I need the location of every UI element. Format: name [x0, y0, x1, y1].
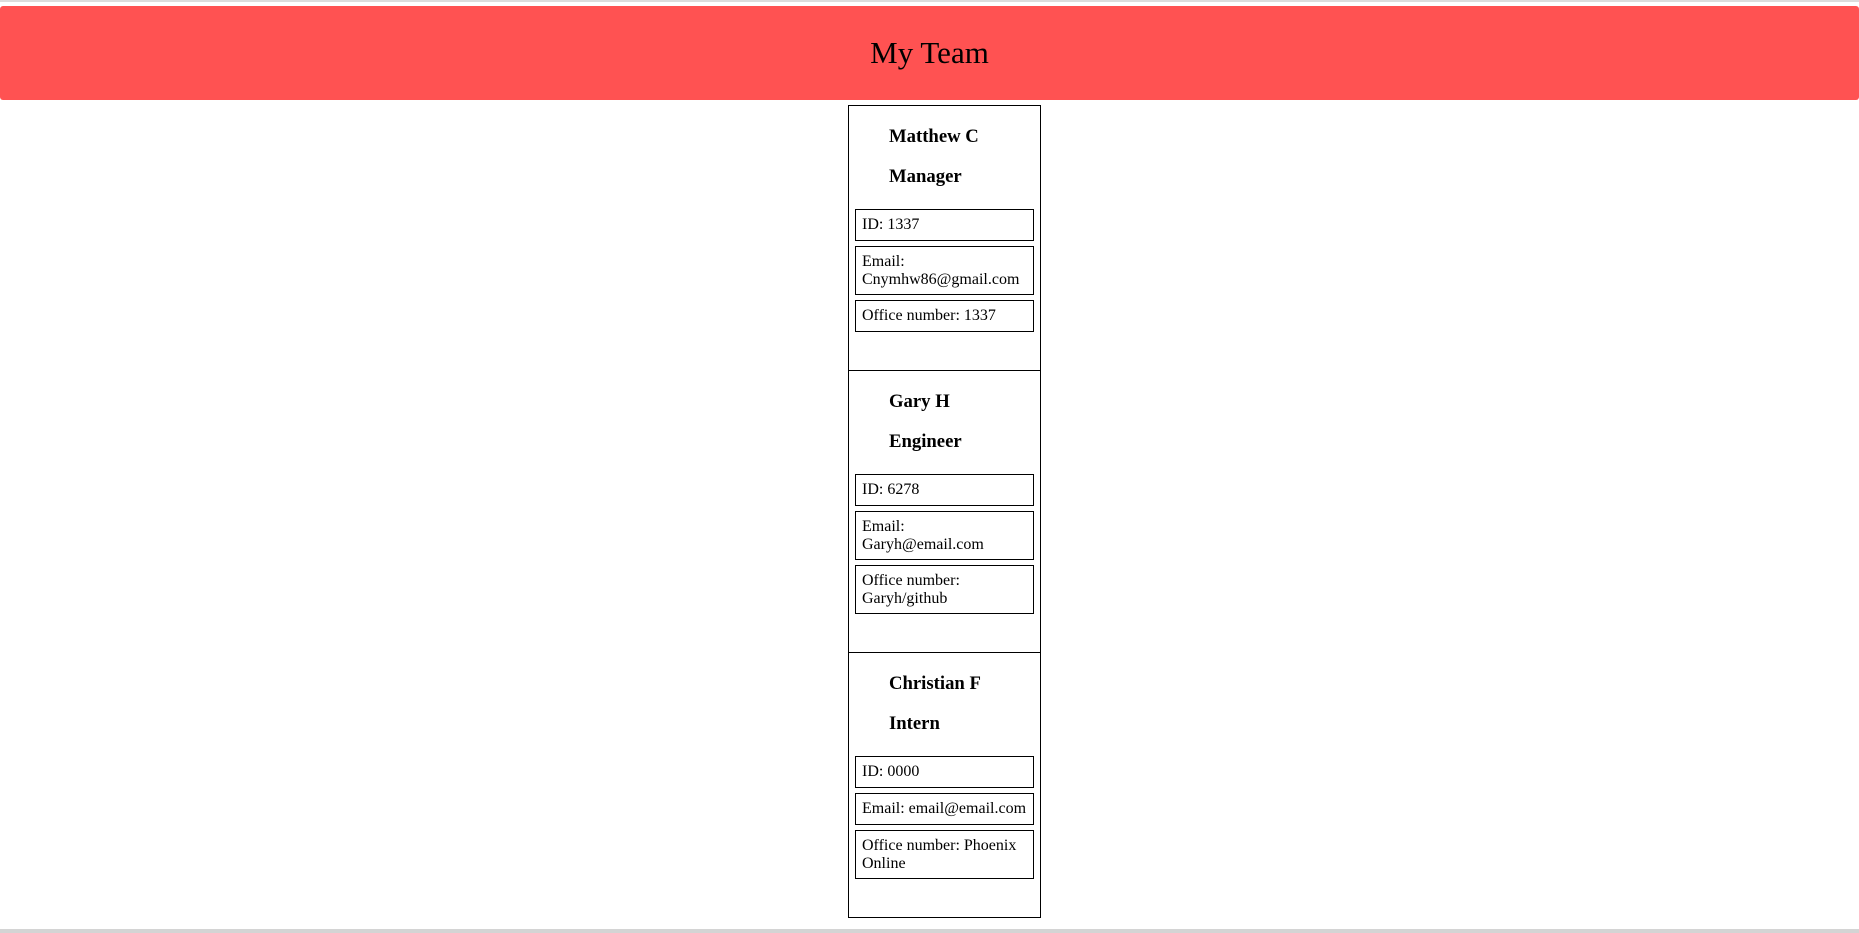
page-header	[0, 6, 1859, 100]
employee-name: Christian F	[889, 673, 981, 694]
team-list	[848, 105, 1041, 918]
employee-id: ID: 6278	[855, 474, 1034, 506]
card-details	[855, 474, 1034, 652]
employee-email[interactable]: Email: email@email.com	[855, 793, 1034, 825]
employee-name: Gary H	[889, 391, 950, 412]
employee-github: Office number: Garyh/github	[855, 565, 1034, 614]
employee-email[interactable]: Email: Garyh@email.com	[855, 511, 1034, 560]
card-header	[855, 106, 1034, 209]
employee-card-manager	[848, 105, 1041, 371]
employee-role: Intern	[889, 713, 940, 734]
browser-top-edge	[0, 0, 1859, 2]
employee-role: Manager	[889, 166, 962, 187]
employee-name: Matthew C	[889, 126, 979, 147]
page-title: My Team	[870, 34, 989, 70]
employee-id: ID: 0000	[855, 756, 1034, 788]
employee-card-engineer	[848, 370, 1041, 653]
employee-id: ID: 1337	[855, 209, 1034, 241]
card-details	[855, 756, 1034, 917]
horizontal-scrollbar[interactable]	[0, 929, 1859, 933]
card-details	[855, 209, 1034, 370]
employee-email[interactable]: Email: Cnymhw86@gmail.com	[855, 246, 1034, 295]
employee-card-intern	[848, 652, 1041, 918]
card-header	[855, 653, 1034, 756]
card-header	[855, 371, 1034, 474]
employee-office-number: Office number: 1337	[855, 300, 1034, 332]
employee-school: Office number: Phoenix Online	[855, 830, 1034, 879]
employee-role: Engineer	[889, 431, 962, 452]
